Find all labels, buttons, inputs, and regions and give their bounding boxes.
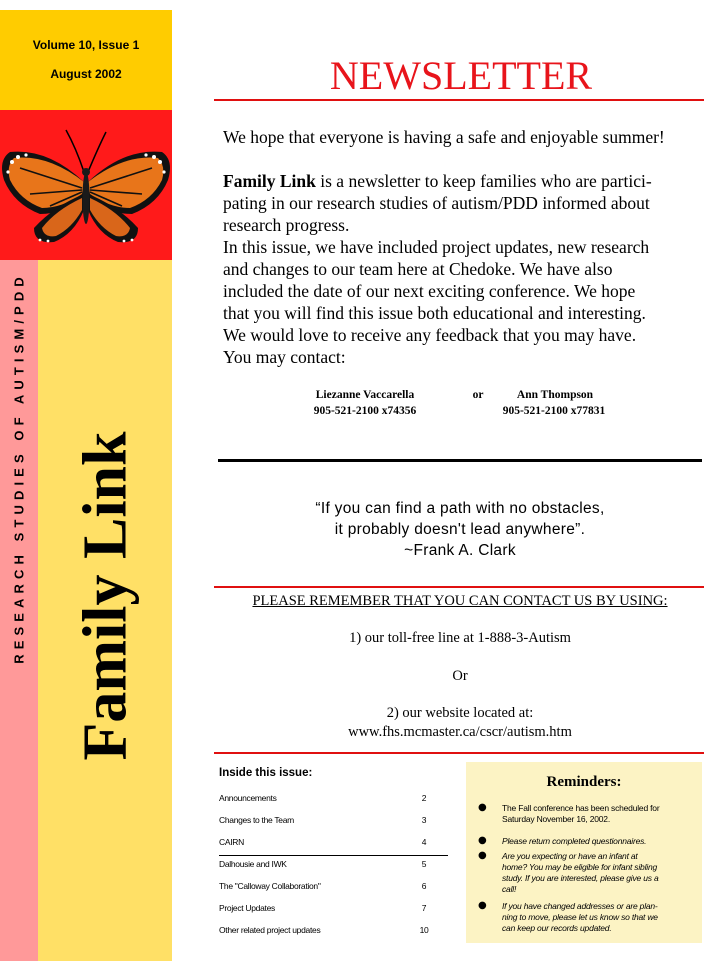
quote-line-1: “If you can find a path with no obstacles, — [315, 500, 605, 517]
contact-website-line: 2) our website located at: — [386, 705, 534, 721]
website-link[interactable]: www.fhs.mcmaster.ca/cscr/autism.htm — [348, 724, 572, 740]
contact-phone-line: 1) our toll-free line at 1-888-3-Autism — [349, 630, 571, 646]
toc-label: Dalhousie and IWK — [219, 859, 287, 869]
toc-page: 4 — [421, 837, 427, 847]
contact-phone-2: 905-521-2100 x77831 — [502, 405, 606, 417]
page-title: NEWSLETTER — [329, 53, 593, 98]
sidebar-subtitle: RESEARCH STUDIES OF AUTISM/PDD — [11, 272, 27, 664]
quote-line-2: it probably doesn't lead anywhere”. — [334, 521, 586, 538]
toc-row[interactable] — [219, 877, 449, 899]
toc-page: 2 — [421, 793, 427, 803]
toc-row[interactable] — [219, 833, 449, 855]
toc-label: Changes to the Team — [219, 815, 294, 825]
intro-line-1: Family Link is a newsletter to keep families who are partici- — [223, 171, 652, 191]
intro-line-3: research progress. — [223, 215, 350, 235]
title-divider — [214, 99, 704, 101]
quote-author: ~Frank A. Clark — [404, 542, 516, 559]
toc-label: CAIRN — [219, 837, 244, 847]
contact-heading: PLEASE REMEMBER THAT YOU CAN CONTACT US BY USING: — [252, 593, 668, 609]
issue-date: August 2002 — [50, 67, 122, 81]
reminder-item: Are you expecting or have an infant at home? You may be eligible for infant sibling study. If you are interested, please give us a call! — [502, 851, 659, 894]
intro-line-6: included the date of our next exciting conference. We hope — [223, 281, 636, 301]
toc-row[interactable] — [219, 921, 449, 943]
section-divider — [218, 459, 702, 462]
bullet-icon: ● — [478, 802, 487, 813]
toc-page: 7 — [421, 903, 427, 913]
contact-phone-1: 905-521-2100 x74356 — [313, 405, 417, 417]
toc-page: 10 — [419, 925, 429, 935]
intro-line-9: You may contact: — [223, 347, 346, 367]
toc-label: The "Calloway Collaboration" — [219, 881, 321, 891]
contact-name-2: Ann Thompson — [516, 389, 594, 401]
bottom-divider — [214, 752, 704, 754]
intro-line-4: In this issue, we have included project updates, new research — [223, 237, 650, 257]
issue-volume: Volume 10, Issue 1 — [32, 38, 140, 52]
butterfly-icon — [0, 110, 172, 260]
toc-row[interactable] — [219, 789, 449, 811]
bullet-icon: ● — [478, 835, 487, 846]
bullet-icon: ● — [478, 850, 487, 861]
toc-label: Other related project updates — [219, 925, 321, 935]
toc-label: Announcements — [219, 793, 277, 803]
sidebar-title: Family Link — [71, 431, 140, 761]
toc-page: 3 — [421, 815, 427, 825]
sidebar-logo-panel — [0, 110, 172, 260]
reminder-item: The Fall conference has been scheduled for Saturday November 16, 2002. — [502, 803, 660, 824]
contact-or: or — [472, 389, 484, 401]
quote-divider — [214, 586, 704, 588]
toc-row[interactable] — [219, 899, 449, 921]
intro-line-2: pating in our research studies of autism/PDD informed about — [223, 193, 650, 213]
toc-label: Project Updates — [219, 903, 275, 913]
contact-or-line: Or — [452, 668, 468, 684]
greeting-text: We hope that everyone is having a safe and enjoyable summer! — [223, 127, 665, 147]
quote-block — [218, 498, 702, 561]
reminders-title: Reminders: — [546, 774, 622, 790]
newsletter-name: Family Link — [223, 171, 316, 191]
toc-row[interactable] — [219, 811, 449, 833]
intro-line-5: and changes to our team here at Chedoke. We have also — [223, 259, 613, 279]
contact-name-1: Liezanne Vaccarella — [315, 389, 415, 401]
bullet-icon: ● — [478, 900, 487, 911]
toc-page: 5 — [421, 859, 427, 869]
intro-line-8: We would love to receive any feedback that you may have. — [223, 325, 637, 345]
sidebar-header-panel — [0, 10, 172, 110]
reminder-item: If you have changed addresses or are plan- ning to move, please let us know so that we can keep our records updated. — [502, 901, 658, 933]
intro-paragraph — [223, 170, 703, 368]
toc-page: 6 — [421, 881, 427, 891]
reminder-item: Please return completed questionnaires. — [502, 836, 647, 846]
intro-line-7: that you will find this issue both educational and interesting. — [223, 303, 646, 323]
toc-title: Inside this issue: — [219, 767, 313, 779]
toc-row[interactable] — [219, 855, 449, 877]
